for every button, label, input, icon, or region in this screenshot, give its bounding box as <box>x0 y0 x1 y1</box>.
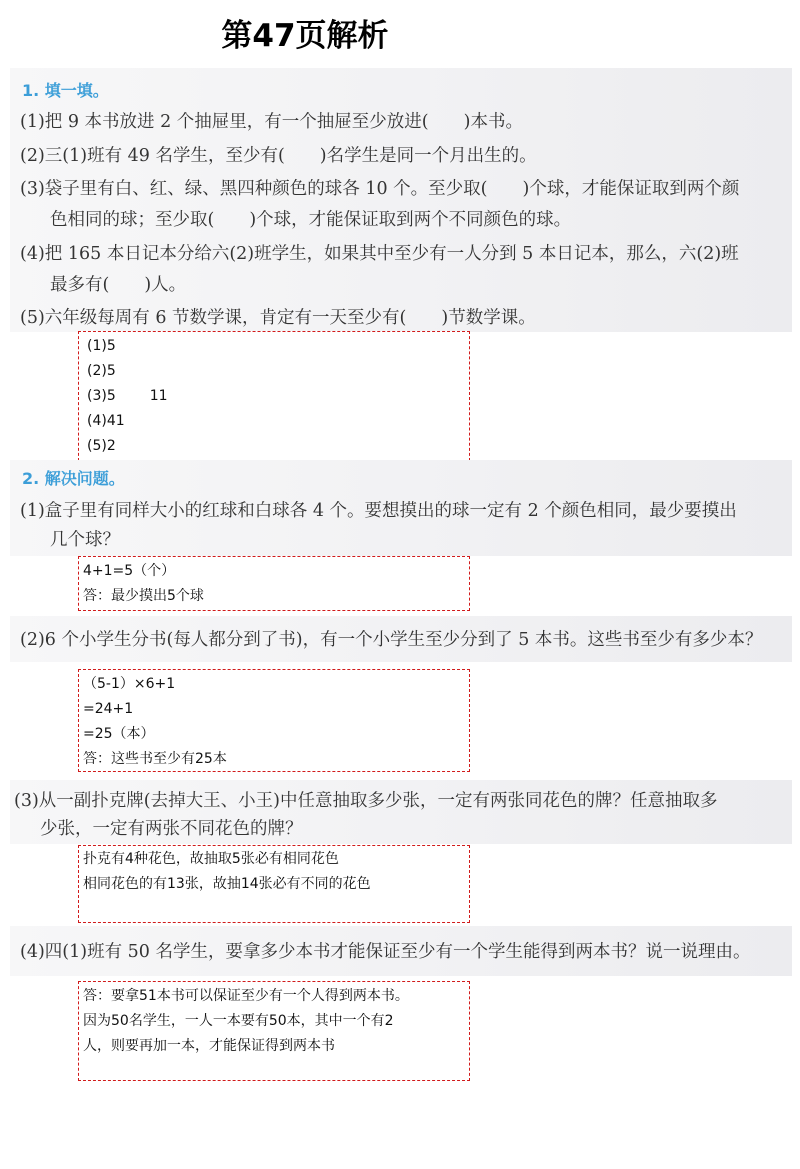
answer-1: (1)5 <box>87 338 116 354</box>
question-2-1a: (1)盒子里有同样大小的红球和白球各 4 个。要想摸出的球一定有 2 个颜色相同，最少要摸出 <box>20 501 737 521</box>
answer-2: (2)5 <box>87 363 116 379</box>
question-2-2: (2)6 个小学生分书(每人都分到了书)，有一个小学生至少分到了 5 本书。这些书至少有多少本？ <box>20 630 763 650</box>
question-2-1b: 几个球？ <box>50 530 120 550</box>
section-heading-solve: 2. 解决问题。 <box>22 469 125 488</box>
answer-3b: 11 <box>149 388 168 404</box>
question-1-4a: (4)把 165 本日记本分给六(2)班学生，如果其中至少有一人分到 5 本日记本，那么，六(2)班 <box>20 244 739 264</box>
answer-2-1-line2: 答：最少摸出5个球 <box>83 588 204 604</box>
question-2-3b: 少张，一定有两张不同花色的牌？ <box>40 819 303 839</box>
page-title: 第47页解析 <box>221 18 389 54</box>
answer-box-solve-4 <box>78 981 470 1081</box>
answer-3a: (3)5 <box>87 388 116 404</box>
answer-box-solve-2 <box>78 669 470 772</box>
question-1-3b: 色相同的球；至少取( )个球，才能保证取到两个不同颜色的球。 <box>50 210 572 230</box>
answer-2-3-line1: 扑克有4种花色，故抽取5张必有相同花色 <box>83 851 339 867</box>
answer-2-2-line1: （5-1）×6+1 <box>83 676 176 692</box>
answer-2-2-line3: =25（本） <box>83 726 155 742</box>
question-2-3a: (3)从一副扑克牌(去掉大王、小王)中任意抽取多少张，一定有两张同花色的牌？任意抽取多 <box>14 791 718 811</box>
answer-2-2-line4: 答：这些书至少有25本 <box>83 751 227 767</box>
question-1-1: (1)把 9 本书放进 2 个抽屉里，有一个抽屉至少放进( )本书。 <box>20 112 523 132</box>
question-1-4b: 最多有( )人。 <box>50 275 187 295</box>
answer-2-4-line2: 因为50名学生，一人一本要有50本，其中一个有2 <box>83 1013 394 1029</box>
question-1-2: (2)三(1)班有 49 名学生，至少有( )名学生是同一个月出生的。 <box>20 146 537 166</box>
question-2-4: (4)四(1)班有 50 名学生，要拿多少本书才能保证至少有一个学生能得到两本书？说一说理由。 <box>20 942 751 962</box>
answer-2-4-line3: 人，则要再加一本，才能保证得到两本书 <box>83 1038 335 1054</box>
answer-4: (4)41 <box>87 413 125 429</box>
answer-2-2-line2: =24+1 <box>83 701 134 717</box>
question-1-3a: (3)袋子里有白、红、绿、黑四种颜色的球各 10 个。至少取( )个球，才能保证取到两个颜 <box>20 179 740 199</box>
answer-2-3-line2: 相同花色的有13张，故抽14张必有不同的花色 <box>83 876 371 892</box>
answer-2-4-line1: 答：要拿51本书可以保证至少有一个人得到两本书。 <box>83 988 409 1004</box>
answer-2-1-line1: 4+1=5（个） <box>83 563 176 579</box>
answer-box-fill <box>78 331 470 461</box>
question-1-5: (5)六年级每周有 6 节数学课，肯定有一天至少有( )节数学课。 <box>20 308 536 328</box>
section-heading-fill: 1. 填一填。 <box>22 81 109 100</box>
answer-box-solve-1 <box>78 556 470 611</box>
answer-box-solve-3 <box>78 845 470 923</box>
answer-5: (5)2 <box>87 438 116 454</box>
